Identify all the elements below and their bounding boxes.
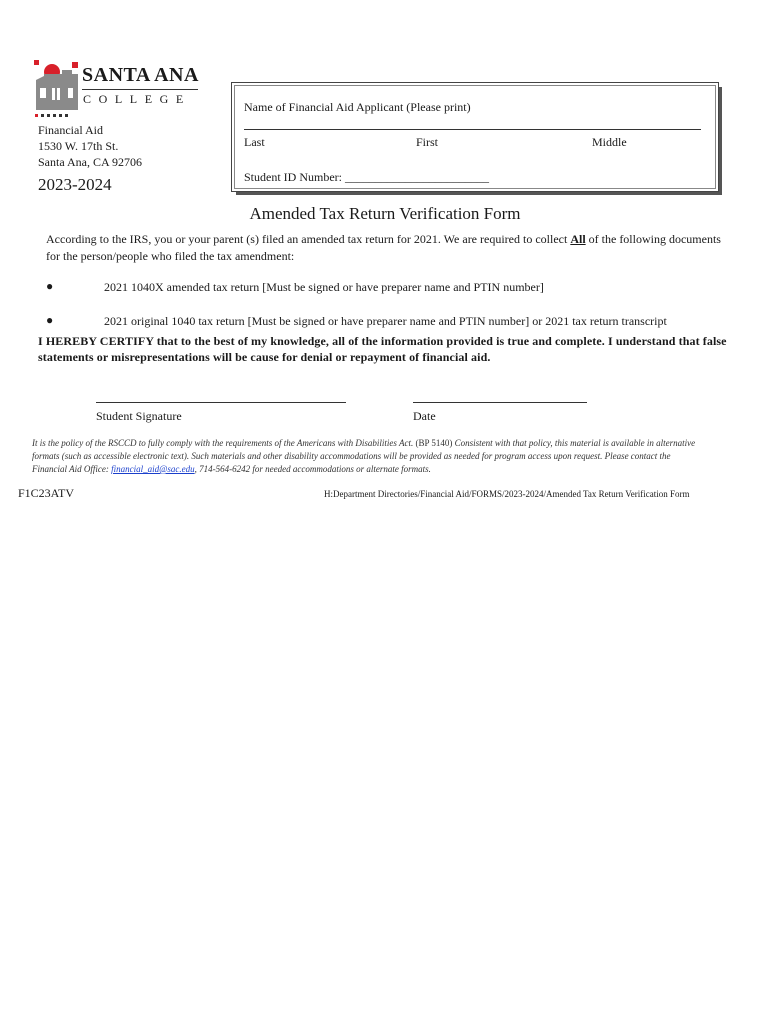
bullet-marker: ● <box>46 279 54 293</box>
file-path: H:Department Directories/Financial Aid/FORMS/2023-2024/Amended Tax Return Verification Form <box>324 489 690 499</box>
form-code: F1C23ATV <box>18 486 75 500</box>
policy-text-3: , 714-564-6242 for needed accommodations or alternate formats. <box>194 464 431 474</box>
date-field[interactable] <box>413 402 587 403</box>
student-signature-label: Student Signature <box>96 409 182 423</box>
intro-emphasis: All <box>570 232 586 246</box>
certification-statement: I HEREBY CERTIFY that to the best of my knowledge, all of the information provided is true and complete. I understand that false statements or misrepresentations will be cause for denial or repayment of financial aid. <box>38 334 727 364</box>
address-dept: Financial Aid <box>38 123 103 137</box>
policy-text-1: It is the policy of the RSCCD to fully comply with the requirements of the Americans with Disabilities Act. <box>32 438 416 448</box>
policy-bp-ref: (BP 5140) <box>415 438 453 448</box>
first-name-label: First <box>416 135 439 149</box>
office-address <box>38 122 142 170</box>
bullet-marker: ● <box>46 313 54 327</box>
applicant-box-inner <box>234 85 716 189</box>
form-title: Amended Tax Return Verification Form <box>249 204 521 223</box>
applicant-name-label: Name of Financial Aid Applicant (Please print) <box>244 100 471 114</box>
ada-policy-notice <box>32 437 702 476</box>
college-logo <box>34 60 202 120</box>
applicant-name-field[interactable] <box>244 129 701 130</box>
logo-divider <box>82 89 198 90</box>
address-city: Santa Ana, CA 92706 <box>38 155 142 169</box>
intro-text-end: of the following documents for the person/people who filed the tax amendment: <box>46 232 721 263</box>
requirement-item: 2021 original 1040 tax return [Must be signed or have preparer name and PTIN number] or 2021 tax return transcript <box>104 314 667 328</box>
intro-text-start: According to the IRS, you or your parent (s) filed an amended tax return for 2021. We are required to collect <box>46 232 571 246</box>
financial-aid-email-link[interactable]: financial_aid@sac.edu <box>111 464 195 474</box>
aid-year: 2023-2024 <box>38 175 112 194</box>
date-label: Date <box>413 409 436 423</box>
college-building-icon <box>34 60 82 120</box>
intro-paragraph <box>46 231 736 265</box>
student-signature-field[interactable] <box>96 402 346 403</box>
logo-name: SANTA ANA <box>82 64 199 86</box>
requirement-item: 2021 1040X amended tax return [Must be signed or have preparer name and PTIN number] <box>104 280 544 294</box>
policy-text-2: Consistent with that policy, this material is available in alternative formats (such as accessible electronic text). Such materials and other disability accommodations will be provided as needed for program access upon request. Please contact the Financial Aid Office: <box>32 438 696 474</box>
address-street: 1530 W. 17th St. <box>38 139 119 153</box>
middle-name-label: Middle <box>592 135 627 149</box>
last-name-label: Last <box>244 135 265 149</box>
logo-subname: COLLEGE <box>83 92 191 106</box>
applicant-box <box>231 82 719 192</box>
student-id-field[interactable]: Student ID Number: ________________________ <box>244 170 489 184</box>
